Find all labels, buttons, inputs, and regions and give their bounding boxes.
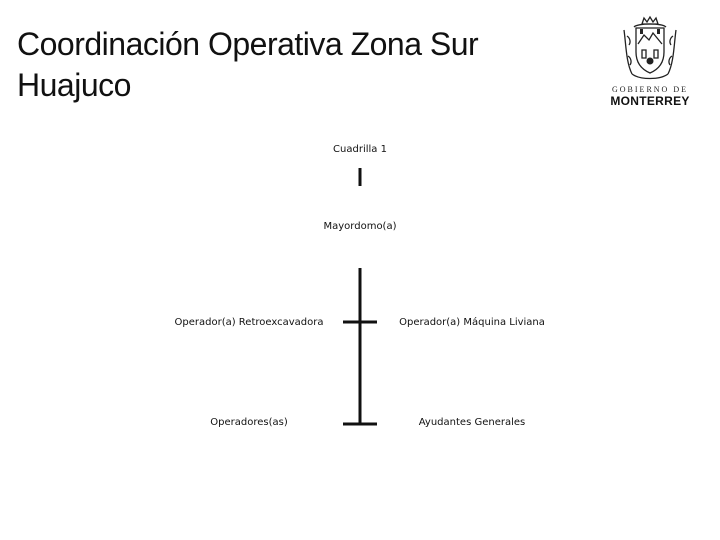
logo-caption-line-1: GOBIERNO DE [612,85,688,94]
org-node-operadores: Operadores(as) [210,417,288,428]
org-node-operador-retroexcavadora: Operador(a) Retroexcavadora [174,317,324,328]
org-node-operador-maquina-liviana: Operador(a) Máquina Liviana [399,317,545,328]
logo-caption-line-2: MONTERREY [610,94,690,108]
org-node-mayordomo: Mayordomo(a) [323,221,397,232]
org-node-ayudantes-generales: Ayudantes Generales [418,417,526,428]
page-title-line-2: Huajuco [17,67,131,103]
org-node-cuadrilla: Cuadrilla 1 [333,144,387,155]
page-title-line-1: Coordinación Operativa Zona Sur [17,26,479,62]
